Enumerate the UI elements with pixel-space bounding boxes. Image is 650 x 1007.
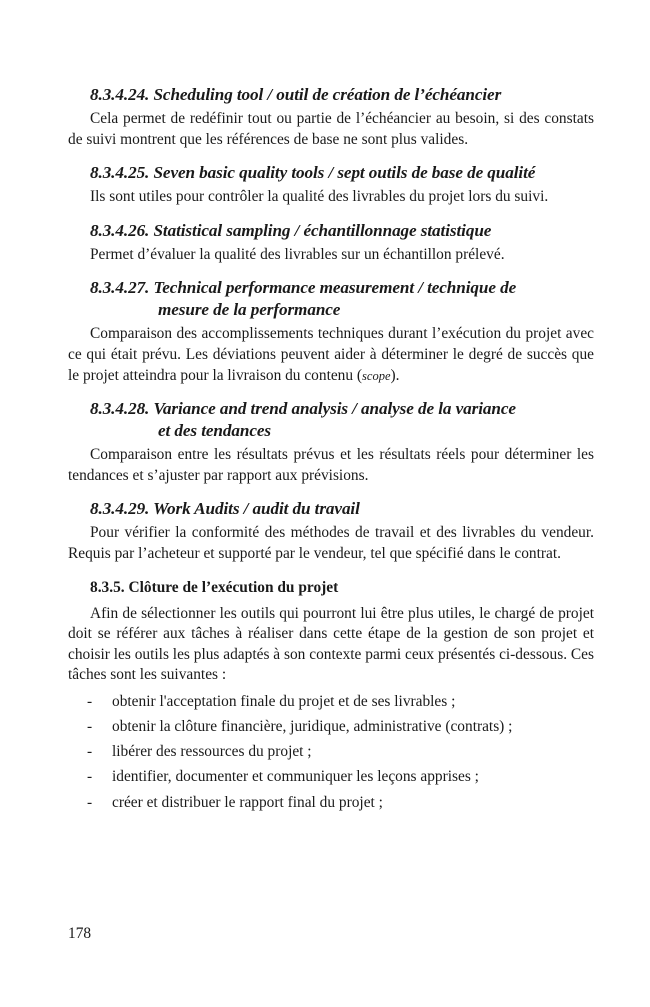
list-item [68, 742, 594, 763]
closure-task-list [68, 692, 594, 813]
heading-text: 8.3.4.24. Scheduling tool / outil de création de l’échéancier [90, 85, 502, 104]
dash-bullet: - [87, 768, 93, 786]
section-body-8-3-4-24: Cela permet de redéfinir tout ou partie de l’échéancier au besoin, si des constats de suivi montrent que les références de base ne sont plus valides. [68, 110, 594, 148]
page-content [68, 84, 594, 818]
list-item-text: obtenir la clôture financière, juridique, administrative (contrats) ; [112, 718, 513, 736]
list-item-text: libérer des ressources du projet ; [112, 743, 312, 761]
closure-heading: 8.3.5. Clôture de l’exécution du projet [90, 578, 339, 596]
heading-continuation: mesure de la performance [158, 300, 341, 320]
section-heading-8-3-4-26 [90, 220, 594, 242]
heading-text: 8.3.4.26. Statistical sampling / échantillonnage statistique [90, 220, 492, 240]
section-body-8-3-4-26: Permet d’évaluer la qualité des livrables sur un échantillon prélevé. [90, 245, 505, 263]
list-item [68, 793, 594, 814]
section-body-8-3-4-27 [68, 324, 594, 386]
heading-text: 8.3.4.28. Variance and trend analysis / analyse de la variance [90, 399, 516, 419]
list-item [68, 717, 594, 738]
section-heading-8-3-4-27 [90, 277, 594, 321]
closure-intro: Afin de sélectionner les outils qui pourront lui être plus utiles, le chargé de projet doit se référer aux tâches à réaliser dans cette étape de la gestion de son projet et choisir les outils les plus adaptés à son contexte parmi ceux présentés ci-dessous. Ces tâches sont les suivantes : [68, 604, 594, 684]
dash-bullet: - [87, 692, 93, 710]
list-item-text: identifier, documenter et communiquer les leçons apprises ; [112, 768, 479, 786]
list-item [68, 767, 594, 788]
heading-text: 8.3.4.25. Seven basic quality tools / sept outils de base de qualité [90, 163, 536, 183]
section-heading-8-3-4-24 [90, 84, 594, 106]
section-heading-8-3-4-28 [90, 398, 594, 442]
section-body-8-3-4-29: Pour vérifier la conformité des méthodes de travail et des livrables du vendeur. Requis par l’acheteur et supporté par le vendeur, tel que spécifié dans le contrat. [68, 524, 594, 562]
body-text: Comparaison des accomplissements techniques durant l’exécution du projet avec ce qui était prévu. Les déviations peuvent aider à déterminer le degré de succès que le projet atteindra pour la livraison du contenu ( [68, 325, 594, 384]
dash-bullet: - [87, 718, 93, 736]
body-end: ). [390, 366, 400, 384]
page-number: 178 [68, 925, 92, 942]
list-item-text: créer et distribuer le rapport final du projet ; [112, 793, 383, 811]
section-body-8-3-4-28: Comparaison entre les résultats prévus et les résultats réels pour déterminer les tendances et s’ajuster par rapport aux prévisions. [68, 446, 594, 484]
scope-term: scope [362, 368, 391, 383]
section-body-8-3-4-25: Ils sont utiles pour contrôler la qualité des livrables du projet lors du suivi. [90, 188, 549, 206]
heading-text: 8.3.4.27. Technical performance measurement / technique de [90, 278, 517, 298]
heading-text: 8.3.4.29. Work Audits / audit du travail [90, 499, 360, 519]
section-heading-8-3-4-25 [90, 162, 594, 184]
dash-bullet: - [87, 743, 93, 761]
list-item [68, 692, 594, 713]
section-heading-8-3-4-29 [90, 498, 594, 520]
heading-continuation: et des tendances [158, 421, 271, 441]
dash-bullet: - [87, 793, 93, 811]
list-item-text: obtenir l'acceptation finale du projet et de ses livrables ; [112, 692, 456, 710]
